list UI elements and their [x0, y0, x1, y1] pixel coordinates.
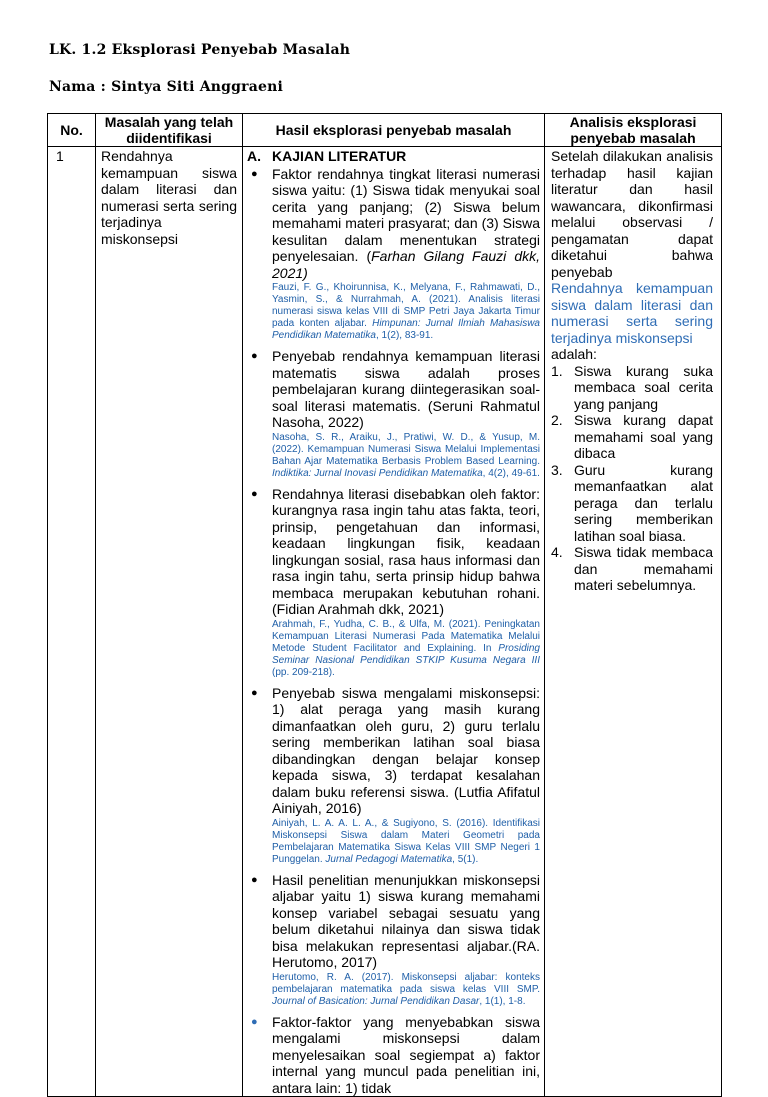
reference-text: Ainiyah, L. A. A. L. A., & Sugiyono, S. (2016). Identifikasi Miskonsepsi Siswa dalam Materi Geometri pada Pembelajaran Matematika Siswa Kelas VIII SMP Negeri 1 Punggelan. — [272, 817, 540, 865]
list-number: 1. — [551, 362, 563, 379]
reference-journal: Prosiding Seminar Nasional Pendidikan STKIP Kusuma Negara III — [272, 642, 540, 666]
list-item — [551, 363, 713, 413]
list-number: 3. — [551, 461, 563, 478]
reference-journal: Jurnal Pedagogi Matematika — [325, 853, 453, 865]
reference-pages: , 1(2), 83-91. — [375, 330, 434, 341]
literature-item — [247, 348, 540, 485]
literature-item — [247, 685, 540, 871]
student-name: Nama : Sintya Siti Anggraeni — [49, 79, 283, 95]
analysis-highlight: Rendahnya kemampuan siswa dalam literasi dan numerasi serta sering terjadinya miskonsepsi — [551, 280, 713, 346]
reference-pages: (pp. 209-218). — [272, 666, 335, 678]
reference-text: Herutomo, R. A. (2017). Miskonsepsi aljabar: konteks pembelajaran matematika pada siswa kelas VIII SMP. — [272, 971, 540, 995]
list-text: Siswa kurang dapat memahami soal yang dibaca — [574, 412, 713, 461]
header-no: No. — [48, 114, 96, 147]
reference-text: Nasoha, S. R., Araiku, J., Pratiwi, W. D., & Yusup, M. (2022). Kemampuan Numerasi Siswa Melalui Implementasi Bahan Ajar Matematika Berbasis Problem Based Learning. — [272, 431, 540, 467]
analysis-list — [551, 363, 713, 594]
list-number: 4. — [551, 544, 563, 560]
reference-pages: , 4(2), 49-61. — [482, 467, 540, 479]
list-text: Siswa kurang suka membaca soal cerita yang panjang — [574, 362, 713, 412]
reference-text: Fauzi, F. G., Khoirunnisa, K., Melyana, F., Rahmawati, D., Yasmin, S., & Nurrahmah, A. (2021). Analisis literasi numerasi siswa kelas VIII di SMP Petri Jaya Jakarta Timur pada konten aljabar. — [272, 282, 540, 329]
bullet-icon: ● — [251, 686, 258, 699]
bullet-icon: ● — [251, 167, 258, 180]
reference — [272, 282, 540, 342]
list-text: Siswa tidak membaca dan memahami materi sebelumnya. — [574, 544, 713, 593]
header-analisis: Analisis eksplorasi penyebab masalah — [545, 114, 722, 147]
list-number: 2. — [551, 412, 563, 428]
reference-journal: Himpunan: Jurnal Ilmiah Mahasiswa Pendidikan Matematika — [272, 318, 540, 341]
header-masalah: Masalah yang telah diidentifikasi — [96, 114, 243, 147]
literature-item — [247, 872, 540, 1013]
list-item — [551, 412, 713, 462]
section-heading — [247, 148, 540, 165]
literature-item — [247, 486, 540, 684]
literature-item — [247, 1014, 540, 1097]
bullet-icon: ● — [251, 487, 258, 500]
literature-item — [247, 166, 540, 348]
bullet-icon: ● — [251, 1015, 258, 1028]
reference — [272, 972, 540, 1008]
header-hasil: Hasil eksplorasi penyebab masalah — [243, 114, 545, 147]
item-text: Penyebab rendahnya kemampuan literasi matematis siswa adalah proses pembelajaran kurang diintegerasikan soal-soal literasi matematis. (Seruni Rahmatul Nasoha, 2022) — [272, 348, 540, 430]
table-row — [48, 147, 722, 1097]
list-item — [551, 462, 713, 545]
reference-text: Arahmah, F., Yudha, C. B., & Ulfa, M. (2021). Peningkatan Kemampuan Literasi Numerasi Pada Matematika Melalui Metode Student Facilitator and Explaining. In — [272, 618, 540, 654]
exploration-table — [47, 113, 722, 1097]
reference — [272, 619, 540, 679]
item-text: Faktor rendahnya tingkat literasi numerasi siswa yaitu: (1) Siswa tidak menyukai soal cerita yang panjang; (2) Siswa belum memahami materi prasyarat; dan (3) Siswa kesulitan dalam menentukan strategi penyelesaian. ( — [272, 165, 540, 264]
bullet-icon: ● — [251, 350, 258, 362]
reference — [272, 432, 540, 480]
document-title: LK. 1.2 Eksplorasi Penyebab Masalah — [49, 42, 351, 58]
list-item — [551, 544, 713, 594]
analysis-intro: Setelah dilakukan analisis terhadap hasil kajian literatur dan hasil wawancara, dikonfirmasi melalui observasi / pengamatan dapat diketahui bahwa penyebab — [551, 148, 713, 280]
problem-cell: Rendahnya kemampuan siswa dalam literasi dan numerasi serta sering terjadinya miskonsepsi — [96, 147, 243, 1097]
bullet-icon: ● — [251, 873, 258, 886]
table-header-row — [48, 114, 722, 147]
analysis-adalah: adalah: — [551, 346, 597, 362]
reference-journal: Indiktika: Jurnal Inovasi Pendidikan Matematika — [272, 467, 483, 479]
item-text: Rendahnya literasi disebabkan oleh faktor: kurangnya rasa ingin tahu atas fakta, teori, prinsip, pengetahuan dan informasi, keadaan lingkungan fisik, keadaan lingkungan sosial, rasa haus informasi dan rasa ingin tahu, serta prinsip hidup bahwa membaca merupakan kebutuhan rohani. (Fidian Arahmah dkk, 2021) — [272, 485, 540, 617]
reference — [272, 818, 540, 866]
item-text: Hasil penelitian menunjukkan miskonsepsi aljabar yaitu 1) siswa kurang memahami konsep variabel sebagai sesuatu yang belum diketahui nilainya dan siswa tidak bisa melakukan representasi aljabar.(RA. Herutomo, 2017) — [272, 871, 540, 970]
reference-pages: , 5(1). — [452, 853, 479, 865]
section-marker: A. — [247, 148, 261, 164]
row-number: 1 — [48, 147, 96, 1097]
item-text: Penyebab siswa mengalami miskonsepsi: 1) alat peraga yang masih kurang dimanfaatkan oleh guru, 2) guru terlalu sering memberikan latihan soal biasa dibandingkan dengan belajar konsep kepada siswa, 3) terdapat kesalahan dalam buku referensi siswa. (Lutfia Afifatul Ainiyah, 2016) — [272, 684, 540, 816]
section-title: KAJIAN LITERATUR — [272, 148, 407, 164]
list-text: Guru kurang memanfaatkan alat peraga dan terlalu sering memberikan latihan soal biasa. — [574, 461, 713, 544]
analysis-cell — [545, 147, 722, 1097]
reference-journal: Journal of Basication: Jurnal Pendidikan Dasar — [272, 995, 480, 1007]
item-text: Faktor-faktor yang menyebabkan siswa mengalami miskonsepsi dalam menyelesaikan soal segiempat a) faktor internal yang muncul pada penelitian ini, antara lain: 1) tidak — [272, 1013, 540, 1096]
findings-cell — [243, 147, 545, 1097]
item-text-italic: Farhan Gilang Fauzi dkk, 2021) — [272, 248, 541, 281]
reference-pages: , 1(1), 1-8. — [479, 995, 526, 1007]
